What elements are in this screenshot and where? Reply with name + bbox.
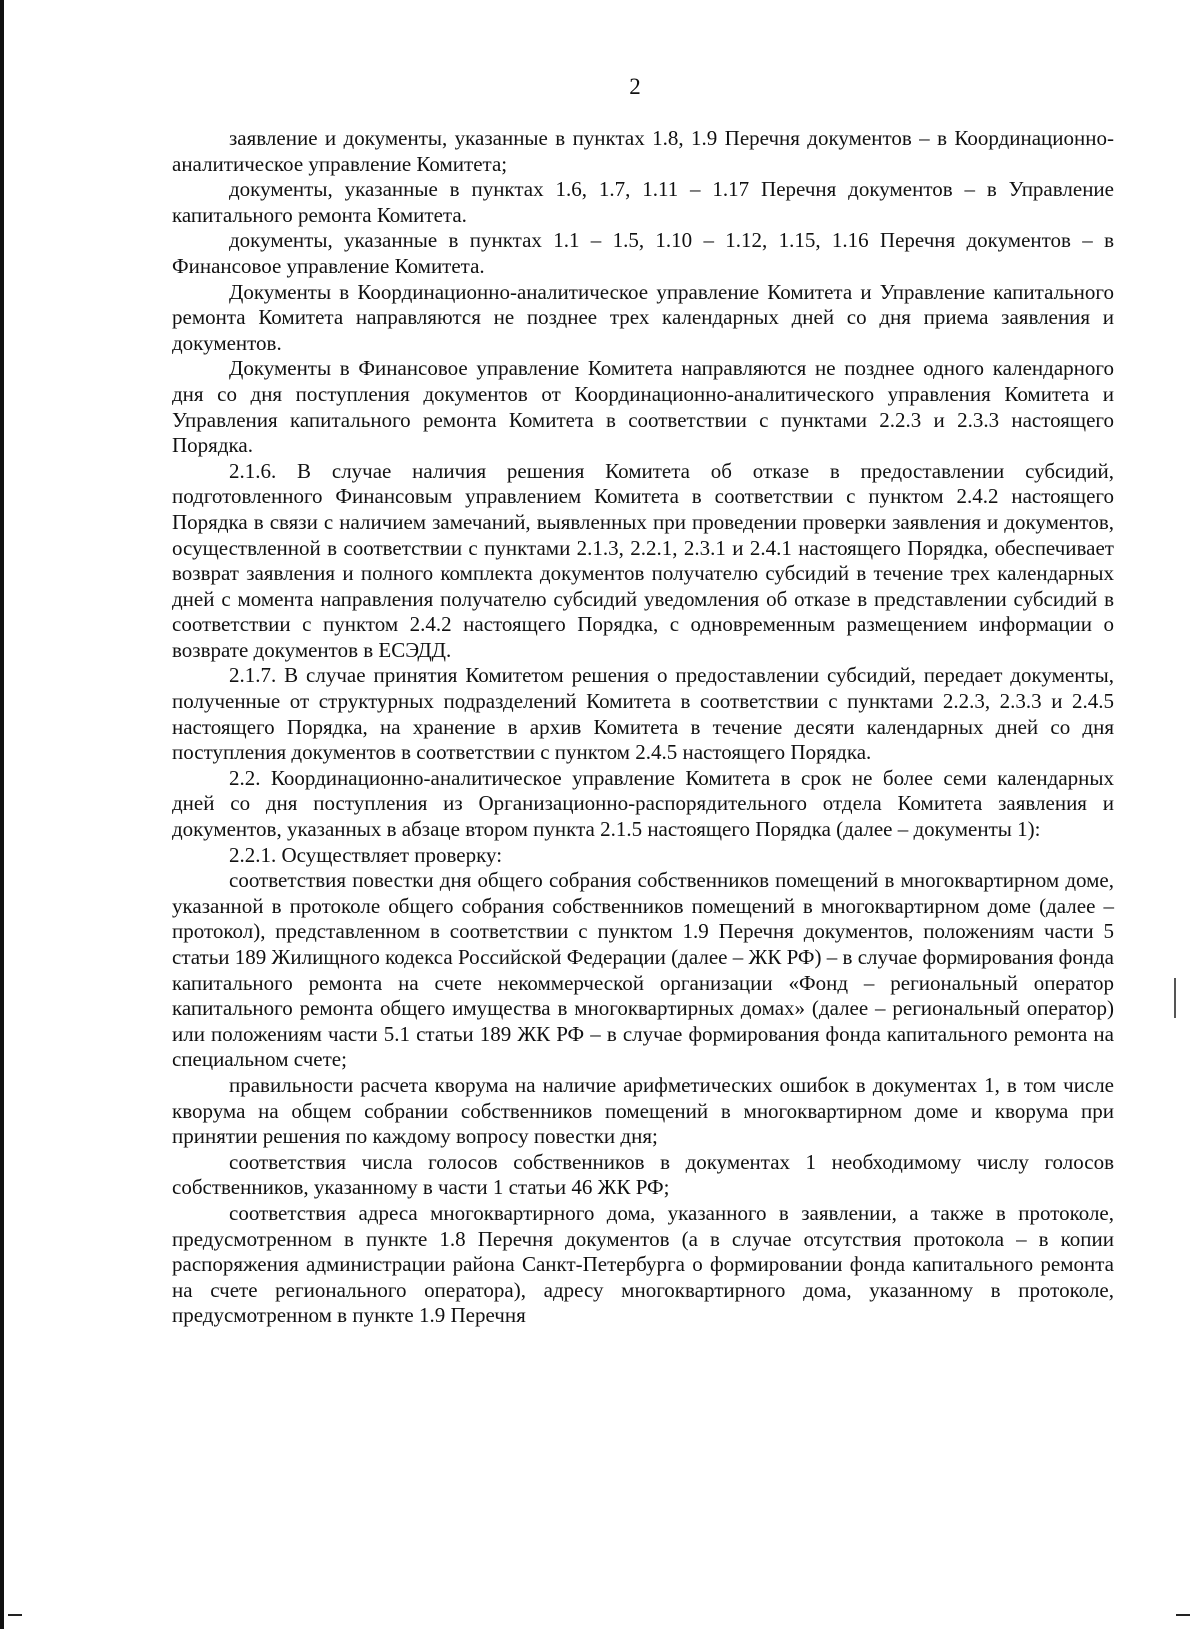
paragraph-5: Документы в Финансовое управление Комитета направляются не позднее одного календарного дня со дня поступления документов от Координационно-аналитического управления Комитета и Управления капитального ремонта Комитета в соответствии с пунктами 2.2.3 и 2.3.3 настоящего Порядка.: [172, 356, 1114, 458]
document-body: [172, 126, 1114, 1329]
paragraph-2-2: 2.2. Координационно-аналитическое управление Комитета в срок не более семи календарных дней со дня поступления из Организационно-распорядительного отдела Комитета заявления и документов, указанных в абзаце втором пункта 2.1.5 настоящего Порядка (далее – документы 1):: [172, 765, 1114, 842]
paragraph-2-1-6: 2.1.6. В случае наличия решения Комитета об отказе в предоставлении субсидий, подготовленного Финансовым управлением Комитета в соответствии с пунктом 2.4.2 настоящего Порядка в связи с наличием замечаний, выявленных при проведении проверки заявления и документов, осуществленной в соответствии с пунктами 2.1.3, 2.2.1, 2.3.1 и 2.4.1 настоящего Порядка, обеспечивает возврат заявления и полного комплекта документов получателю субсидий в течение трех календарных дней с момента направления получателю субсидий уведомления об отказе в представлении субсидий в соответствии с пунктом 2.4.2 настоящего Порядка, с одновременным размещением информации о возврате документов в ЕСЭДД.: [172, 458, 1114, 662]
scan-margin-mark: [1174, 978, 1176, 1018]
paragraph-2-1-7: 2.1.7. В случае принятия Комитетом решения о предоставлении субсидий, передает документы, полученные от структурных подразделений Комитета в соответствии с пунктами 2.2.3, 2.3.3 и 2.4.5 настоящего Порядка, на хранение в архив Комитета в течение десяти календарных дней со дня поступления документов в соответствии с пунктом 2.4.5 настоящего Порядка.: [172, 663, 1114, 765]
scan-bottom-mark-left: [8, 1614, 22, 1616]
paragraph-check-quorum: правильности расчета кворума на наличие арифметических ошибок в документах 1, в том числе кворума на общем собрании собственников помещений в многоквартирном доме и кворума при принятии решения по каждому вопросу повестки дня;: [172, 1072, 1114, 1149]
paragraph-2-2-1: 2.2.1. Осуществляет проверку:: [229, 842, 503, 867]
paragraph-1: заявление и документы, указанные в пунктах 1.8, 1.9 Перечня документов – в Координационно-аналитическое управление Комитета;: [172, 126, 1114, 176]
paragraph-2: документы, указанные в пунктах 1.6, 1.7, 1.11 – 1.17 Перечня документов – в Управление капитального ремонта Комитета.: [172, 177, 1114, 227]
scan-bottom-mark-right: [1176, 1614, 1190, 1616]
paragraph-check-votes: соответствия числа голосов собственников в документах 1 необходимому числу голосов собственников, указанному в части 1 статьи 46 ЖК РФ;: [172, 1149, 1114, 1200]
paragraph-check-address: соответствия адреса многоквартирного дома, указанного в заявлении, а также в протоколе, предусмотренном в пункте 1.8 Перечня документов (а в случае отсутствия протокола – в копии распоряжения администрации района Санкт-Петербурга о формировании фонда капитального ремонта на счете регионального оператора), адресу многоквартирного дома, указанному в протоколе, предусмотренном в пункте 1.9 Перечня: [172, 1200, 1114, 1328]
paragraph-check-agenda: соответствия повестки дня общего собрания собственников помещений в многоквартирном доме, указанной в протоколе общего собрания собственников помещений в многоквартирном доме (далее – протокол), представленном в соответствии с пунктом 1.9 Перечня документов, положениям части 5 статьи 189 Жилищного кодекса Российской Федерации (далее – ЖК РФ) – в случае формирования фонда капитального ремонта на счете некоммерческой организации «Фонд – региональный оператор капитального ремонта общего имущества в многоквартирных домах» (далее – региональный оператор) или положениям части 5.1 статьи 189 ЖК РФ – в случае формирования фонда капитального ремонта на специальном счете;: [172, 868, 1114, 1072]
paragraph-4: Документы в Координационно-аналитическое управление Комитета и Управление капитального ремонта Комитета направляются не позднее трех календарных дней со дня приема заявления и документов.: [172, 279, 1114, 355]
scan-left-border: [0, 0, 4, 1629]
page-number: 2: [629, 74, 641, 99]
paragraph-3: документы, указанные в пунктах 1.1 – 1.5, 1.10 – 1.12, 1.15, 1.16 Перечня документов – в Финансовое управление Комитета.: [172, 228, 1114, 278]
